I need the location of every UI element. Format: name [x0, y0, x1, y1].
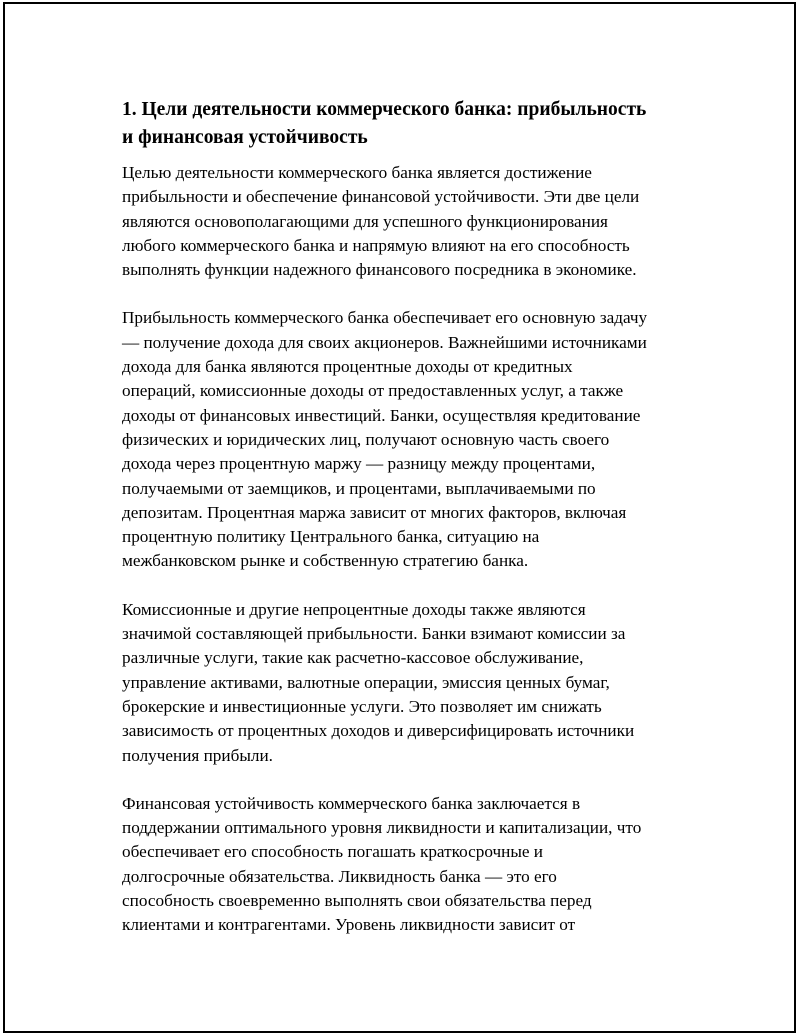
section-heading: 1. Цели деятельности коммерческого банка: прибыльность и финансовая устойчивость [122, 99, 647, 148]
paragraph-commission-income: Комиссионные и другие непроцентные доходы также являются значимой составляющей прибыльности. Банки взимают комиссии за различные услуги, такие как расчетно-кассовое обслуживание, управление активами, валютные операции, эмиссия ценных бумаг, брокерские и инвестиционные услуги. Это позволяет им снижать зависимость от процентных доходов и диверсифицировать источники получения прибыли. [122, 599, 635, 765]
page-frame [3, 2, 796, 1033]
document-body [122, 96, 722, 962]
paragraph-profitability: Прибыльность коммерческого банка обеспечивает его основную задачу — получение дохода для своих акционеров. Важнейшими источниками дохода для банка являются процентные доходы от кредитных операций, комиссионные доходы от предоставленных услуг, а также доходы от финансовых инвестиций. Банки, осуществляя кредитование физических и юридических лиц, получают основную часть своего дохода через процентную маржу — разницу между процентами, получаемыми от заемщиков, и процентами, выплачиваемыми по депозитам. Процентная маржа зависит от многих факторов, включая процентную политику Центрального банка, ситуацию на межбанковском рынке и собственную стратегию банка. [122, 308, 648, 571]
paragraph-goals: Целью деятельности коммерческого банка является достижение прибыльности и обеспечение финансовой устойчивости. Эти две цели являются основополагающими для успешного функционирования любого коммерческого банка и напрямую влияют на его способность выполнять функции надежного финансового посредника в экономике. [122, 163, 640, 280]
paragraph-financial-stability: Финансовая устойчивость коммерческого банка заключается в поддержании оптимального уровня ликвидности и капитализации, что обеспечивает его способность погашать краткосрочные и долгосрочные обязательства. Ликвидность банка — это его способность своевременно выполнять свои обязательства перед клиентами и контрагентами. Уровень ликвидности зависит от [122, 793, 642, 935]
